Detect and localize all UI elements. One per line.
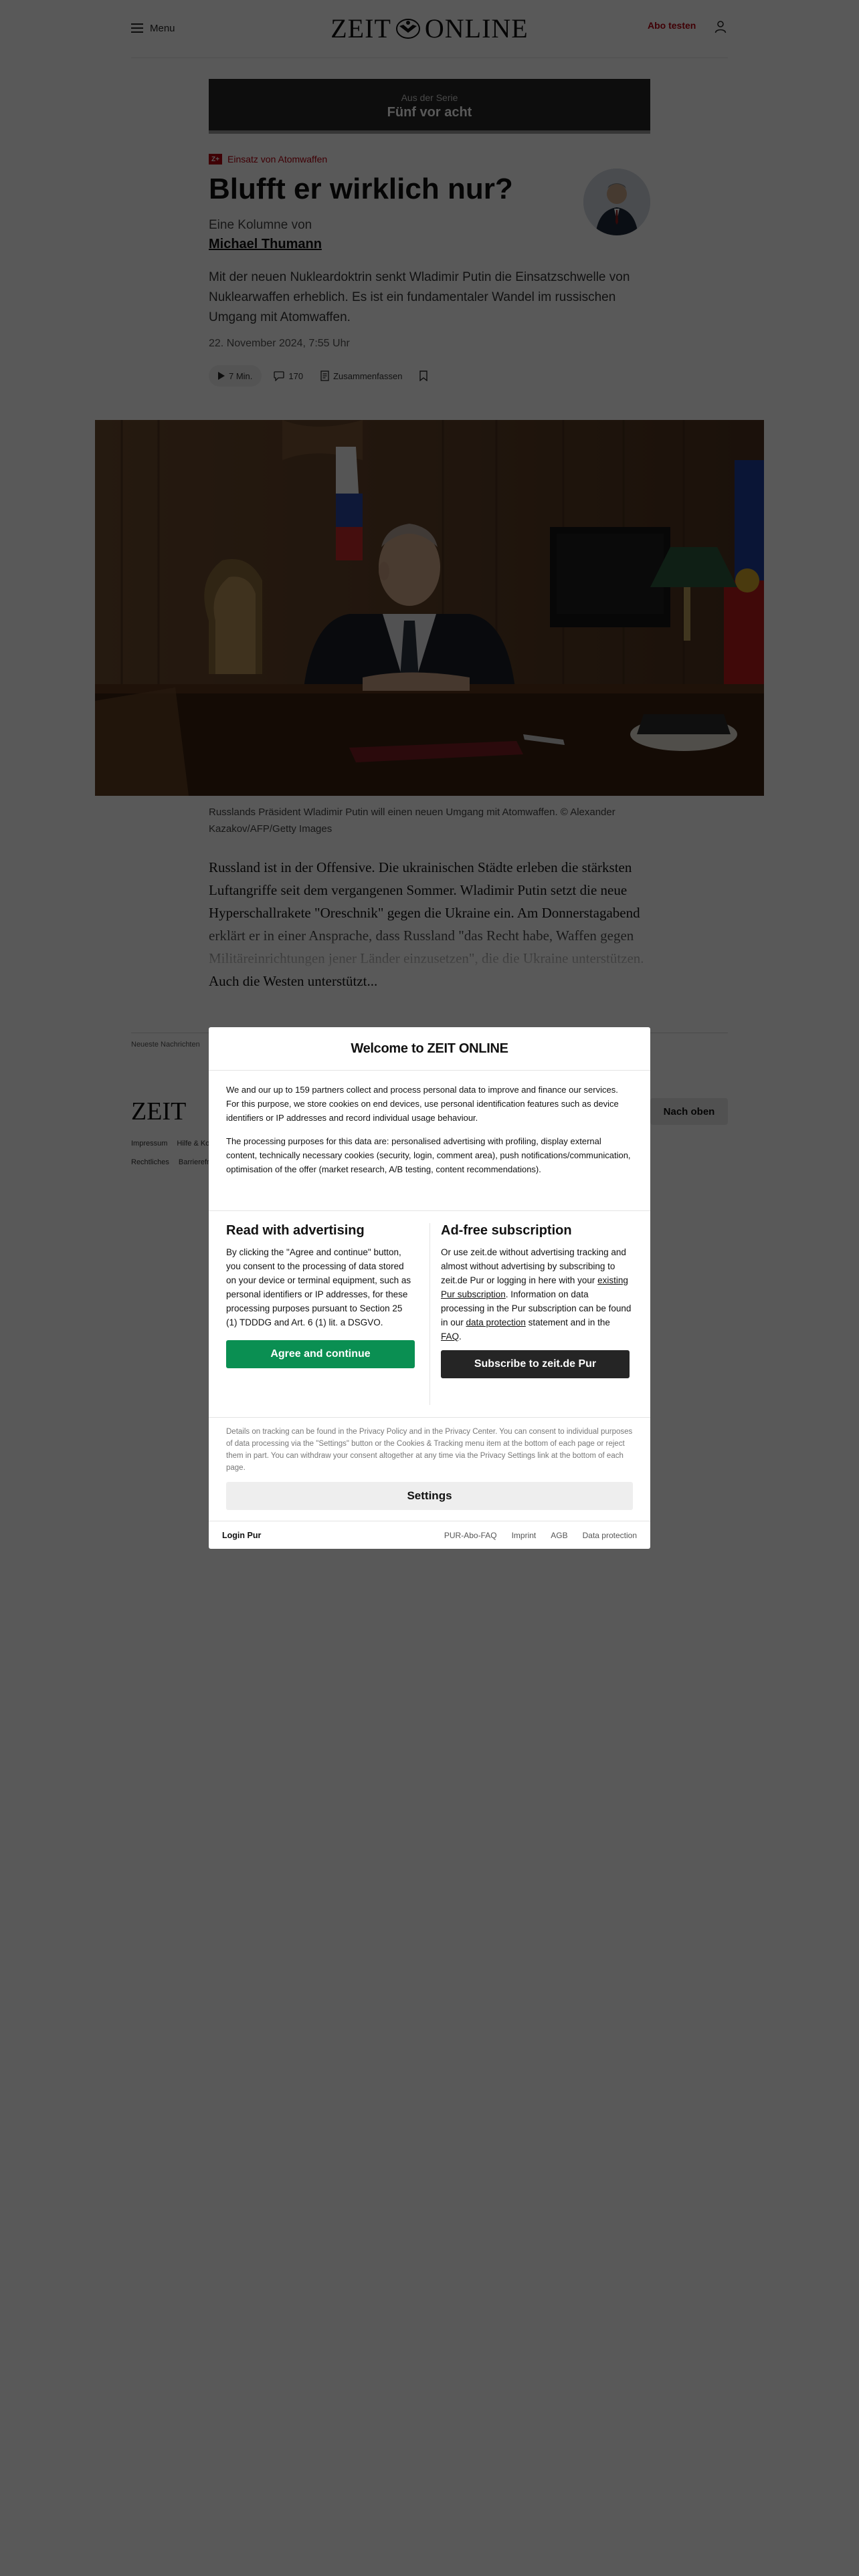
- pur-text-b: . Information on data processing in the Pur subscription can be found in our: [441, 1289, 632, 1327]
- existing-subscription-link[interactable]: existing Pur subscription: [441, 1275, 628, 1299]
- pur-faq-link[interactable]: PUR-Abo-FAQ: [444, 1531, 497, 1540]
- agree-button[interactable]: Agree and continue: [226, 1340, 415, 1368]
- consent-footer: [209, 1521, 650, 1549]
- data-protection-link[interactable]: data protection: [466, 1317, 526, 1327]
- consent-options: [209, 1210, 650, 1418]
- pur-text-d: .: [459, 1331, 462, 1341]
- advertising-option: [226, 1223, 415, 1368]
- consent-title: Welcome to ZEIT ONLINE: [209, 1027, 650, 1071]
- advertising-heading: Read with advertising: [226, 1223, 365, 1238]
- consent-intro: [209, 1071, 650, 1176]
- consent-footer-links: [444, 1531, 637, 1540]
- consent-intro-p2: The processing purposes for this data are: personalised advertising with profiling, display external content, technically necessary cookies (security, login, comment area), push notifications/communication, optimisation of the offer (market research, A/B testing, content recommendations).: [226, 1136, 631, 1174]
- consent-intro-p1: We and our up to 159 partners collect and process personal data to improve and finance our services. For this purpose, we store cookies on end devices, use personal identification features such as device identifiers or IP addresses and record individual usage behaviour.: [226, 1085, 619, 1123]
- pur-option: [441, 1223, 633, 1378]
- faq-link[interactable]: FAQ: [441, 1331, 460, 1341]
- login-pur-link[interactable]: Login Pur: [222, 1531, 262, 1540]
- subscribe-pur-button[interactable]: Subscribe to zeit.de Pur: [441, 1350, 630, 1378]
- tracking-note: Details on tracking can be found in the Privacy Policy and in the Privacy Center. You can consent to individual purposes of data processing via the "Settings" button or the Cookies & Tracking menu item at the bottom of each page or reject them in part. You can withdraw your consent altogether at any time via the Privacy Settings link at the bottom of each page.: [226, 1428, 633, 1472]
- data-protection-footer-link[interactable]: Data protection: [582, 1531, 637, 1540]
- pur-text-c: statement and in the: [525, 1317, 610, 1327]
- pur-text-a: Or use zeit.de without advertising tracking and almost without advertising by subscribing to zeit.de Pur or logging in here with your: [441, 1247, 626, 1285]
- agb-link[interactable]: AGB: [551, 1531, 568, 1540]
- imprint-link[interactable]: Imprint: [511, 1531, 537, 1540]
- advertising-text: By clicking the "Agree and continue" button, you consent to the processing of data stored on your device or terminal equipment, such as personal identifiers or IP addresses, for these processing purposes pursuant to Section 25 (1) TDDDG and Art. 6 (1) lit. a DSGVO.: [226, 1247, 411, 1327]
- settings-button[interactable]: Settings: [226, 1482, 633, 1510]
- consent-dialog: [209, 1027, 650, 1549]
- pur-heading: Ad-free subscription: [441, 1223, 572, 1238]
- pur-text: [441, 1245, 633, 1344]
